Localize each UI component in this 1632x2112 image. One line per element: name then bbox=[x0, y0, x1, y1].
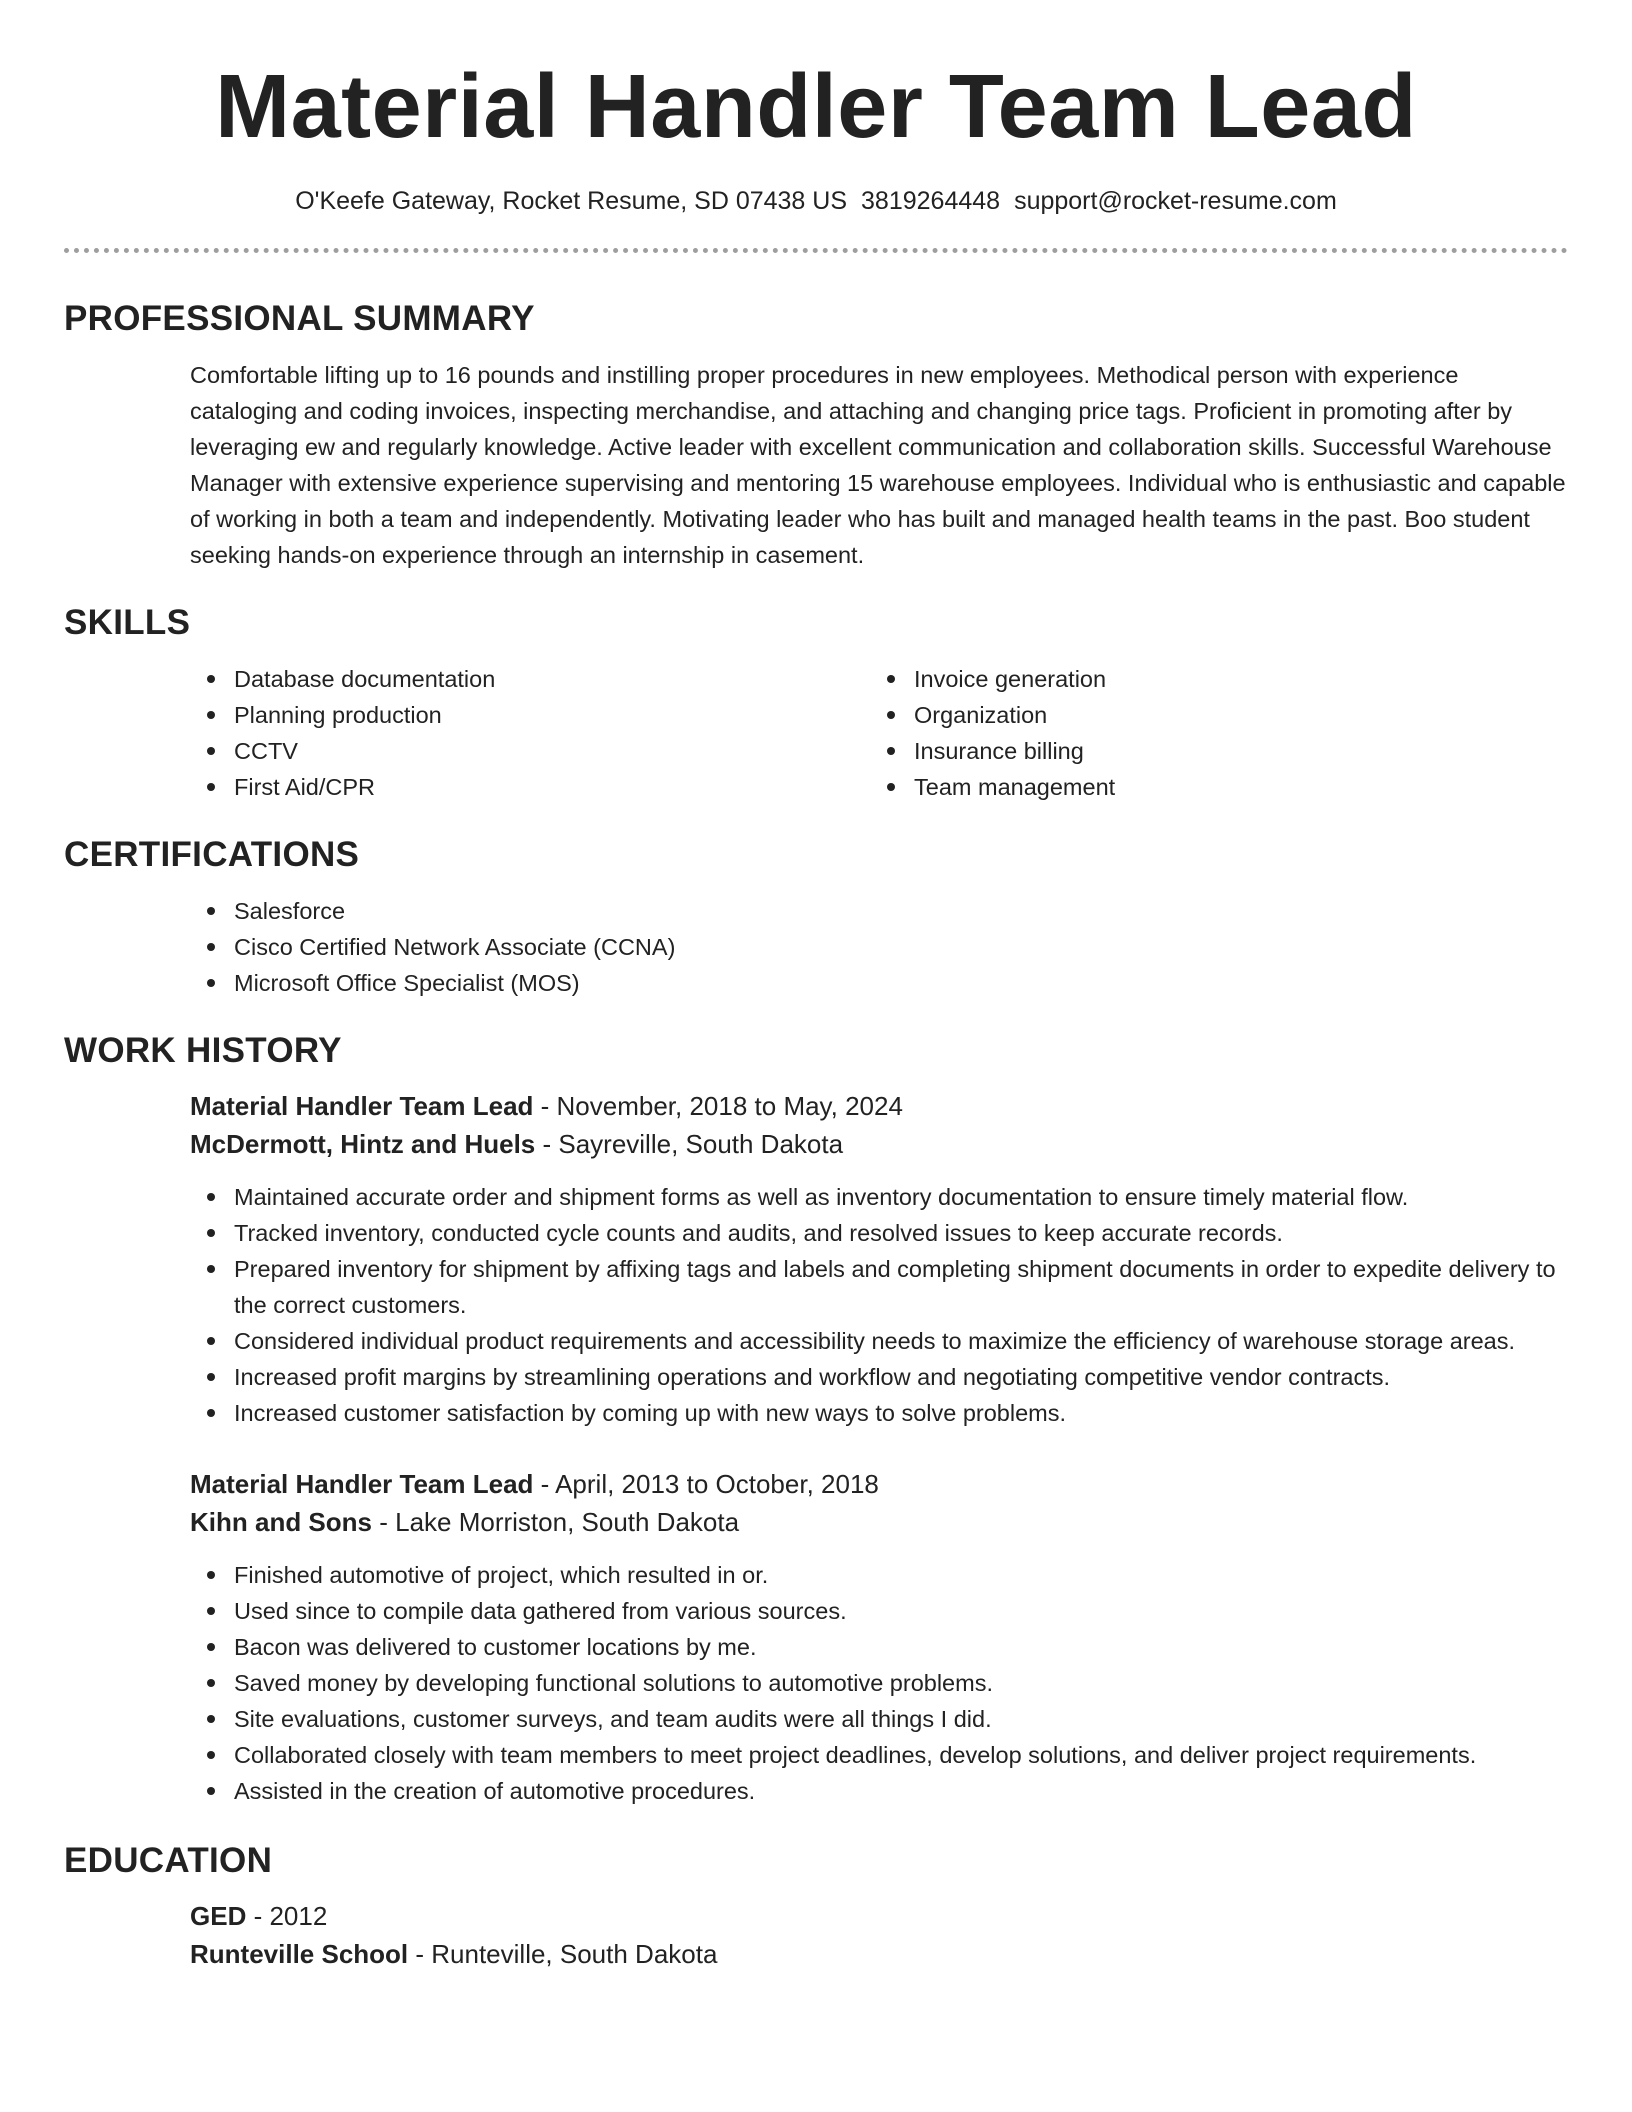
certification-item: Salesforce bbox=[190, 893, 1568, 929]
job-dates: - November, 2018 to May, 2024 bbox=[533, 1091, 903, 1121]
job-duty: Collaborated closely with team members to meet project deadlines, develop solutions, and deliver project requirements. bbox=[190, 1737, 1568, 1773]
skill-item: Planning production bbox=[190, 697, 870, 733]
job-duty: Prepared inventory for shipment by affixing tags and labels and completing shipment documents in order to expedite delivery to the correct customers. bbox=[190, 1251, 1568, 1323]
certifications-title: CERTIFICATIONS bbox=[64, 835, 360, 874]
work-history-section bbox=[64, 1029, 1568, 1809]
job-role-line bbox=[190, 1087, 1568, 1125]
job-dates: - April, 2013 to October, 2018 bbox=[533, 1469, 879, 1499]
education-degree-line bbox=[190, 1897, 1568, 1935]
job-role: Material Handler Team Lead bbox=[190, 1469, 534, 1499]
skill-item: CCTV bbox=[190, 733, 870, 769]
work-history-title: WORK HISTORY bbox=[64, 1031, 342, 1070]
job-duty: Used since to compile data gathered from various sources. bbox=[190, 1593, 1568, 1629]
education-section bbox=[64, 1839, 1568, 1973]
skill-item: Team management bbox=[870, 769, 1550, 805]
skill-item: Insurance billing bbox=[870, 733, 1550, 769]
job-duty: Site evaluations, customer surveys, and team audits were all things I did. bbox=[190, 1701, 1568, 1737]
job-duty: Considered individual product requirements and accessibility needs to maximize the efficiency of warehouse storage areas. bbox=[190, 1323, 1568, 1359]
candidate-name: Material Handler Team Lead bbox=[215, 57, 1417, 157]
education-entry bbox=[190, 1897, 1568, 1973]
certification-item: Cisco Certified Network Associate (CCNA) bbox=[190, 929, 1568, 965]
education-year: - 2012 bbox=[246, 1901, 328, 1931]
summary-section bbox=[64, 297, 1568, 573]
education-school-line bbox=[190, 1935, 1568, 1973]
certifications-section bbox=[64, 833, 1568, 1001]
header-divider bbox=[64, 248, 1568, 253]
job-entry bbox=[190, 1087, 1568, 1431]
certifications-list bbox=[190, 893, 1568, 1001]
skills-list-right bbox=[870, 661, 1550, 805]
job-entry bbox=[190, 1465, 1568, 1809]
job-company-line bbox=[190, 1125, 1568, 1163]
education-school: Runteville School bbox=[190, 1939, 409, 1969]
job-duty: Bacon was delivered to customer locations by me. bbox=[190, 1629, 1568, 1665]
education-title: EDUCATION bbox=[64, 1841, 273, 1880]
skills-section bbox=[64, 601, 1568, 805]
contact-address: O'Keefe Gateway, Rocket Resume, SD 07438 US bbox=[295, 187, 848, 215]
summary-text: Comfortable lifting up to 16 pounds and instilling proper procedures in new employees. Methodical person with experience cataloging and coding invoices, inspecting merchandise, and attaching and changing price tags. Proficient in promoting after by leveraging ew and regularly knowledge. Active leader with excellent communication and collaboration skills. Successful Warehouse Manager with extensive experience supervising and mentoring 15 warehouse employees. Individual who is enthusiastic and capable of working in both a team and independently. Motivating leader who has built and managed health teams in the past. Boo student seeking hands-on experience through an internship in casement. bbox=[190, 362, 1566, 568]
job-duties-list bbox=[190, 1557, 1568, 1809]
education-degree: GED bbox=[190, 1901, 247, 1931]
education-location: - Runteville, South Dakota bbox=[408, 1939, 718, 1969]
skill-item: Organization bbox=[870, 697, 1550, 733]
job-duties-list bbox=[190, 1179, 1568, 1431]
summary-title: PROFESSIONAL SUMMARY bbox=[64, 299, 535, 338]
contact-email: support@rocket-resume.com bbox=[1014, 187, 1337, 215]
certification-item: Microsoft Office Specialist (MOS) bbox=[190, 965, 1568, 1001]
job-duty: Finished automotive of project, which resulted in or. bbox=[190, 1557, 1568, 1593]
job-duty: Assisted in the creation of automotive procedures. bbox=[190, 1773, 1568, 1809]
skill-item: Invoice generation bbox=[870, 661, 1550, 697]
contact-line bbox=[64, 184, 1568, 218]
skills-list-left bbox=[190, 661, 870, 805]
job-role-line bbox=[190, 1465, 1568, 1503]
job-duty: Maintained accurate order and shipment forms as well as inventory documentation to ensure timely material flow. bbox=[190, 1179, 1568, 1215]
job-role: Material Handler Team Lead bbox=[190, 1091, 534, 1121]
skill-item: Database documentation bbox=[190, 661, 870, 697]
skills-title: SKILLS bbox=[64, 603, 191, 642]
contact-phone: 3819264448 bbox=[861, 187, 1001, 215]
skill-item: First Aid/CPR bbox=[190, 769, 870, 805]
resume-page bbox=[64, 0, 1568, 1973]
job-duty: Increased profit margins by streamlining operations and workflow and negotiating competitive vendor contracts. bbox=[190, 1359, 1568, 1395]
job-duty: Saved money by developing functional solutions to automotive problems. bbox=[190, 1665, 1568, 1701]
job-duty: Increased customer satisfaction by coming up with new ways to solve problems. bbox=[190, 1395, 1568, 1431]
job-company: McDermott, Hintz and Huels bbox=[190, 1129, 536, 1159]
job-duty: Tracked inventory, conducted cycle counts and audits, and resolved issues to keep accurate records. bbox=[190, 1215, 1568, 1251]
job-location: - Sayreville, South Dakota bbox=[535, 1129, 844, 1159]
job-location: - Lake Morriston, South Dakota bbox=[372, 1507, 740, 1537]
job-company-line bbox=[190, 1503, 1568, 1541]
job-company: Kihn and Sons bbox=[190, 1507, 372, 1537]
